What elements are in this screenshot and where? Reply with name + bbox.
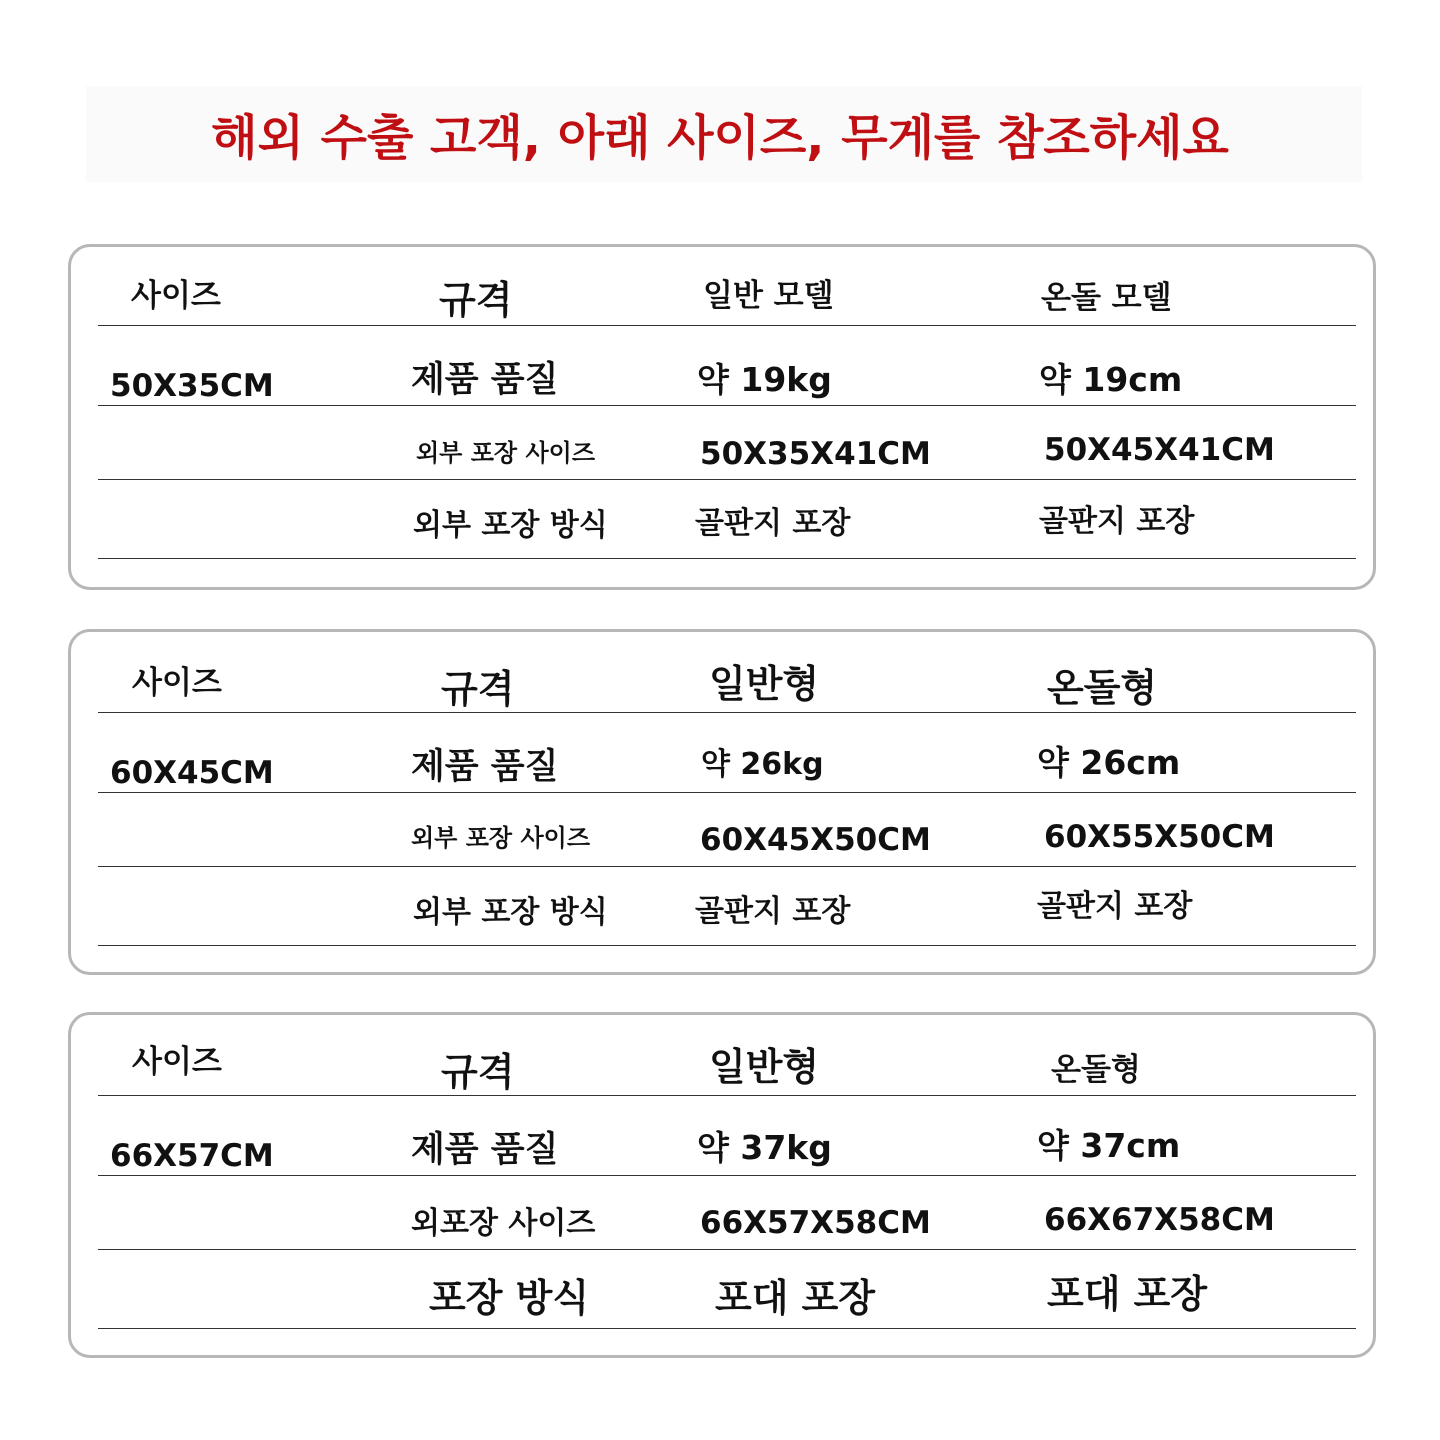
heated-value: 골판지 포장 (1039, 504, 1195, 539)
row-divider (98, 945, 1356, 946)
row-label: 외포장 사이즈 (411, 1206, 596, 1241)
normal-model-header: 일반형 (709, 1045, 820, 1089)
normal-value: 포대 포장 (715, 1276, 876, 1320)
row-divider (98, 1095, 1356, 1096)
heated-model-header: 온돌 모델 (1041, 280, 1172, 316)
spec-table-1 (68, 244, 1376, 590)
heated-value: 골판지 포장 (1037, 889, 1193, 924)
heated-model-header: 온돌형 (1051, 1052, 1141, 1088)
row-divider (98, 792, 1356, 793)
normal-model-header: 일반형 (709, 662, 820, 706)
row-divider (98, 1175, 1356, 1176)
normal-value: 약 26kg (701, 747, 824, 782)
row-divider (98, 558, 1356, 559)
spec-header: 규격 (441, 667, 515, 711)
row-label: 제품 품질 (411, 747, 559, 787)
size-label: 사이즈 (132, 665, 222, 701)
normal-value: 60X45X50CM (700, 822, 931, 858)
spec-table-2 (68, 629, 1376, 975)
size-value: 60X45CM (110, 755, 274, 791)
row-label: 포장 방식 (429, 1276, 590, 1320)
row-divider (98, 712, 1356, 713)
row-label: 외부 포장 사이즈 (416, 439, 595, 467)
normal-value: 66X57X58CM (700, 1205, 931, 1241)
row-label: 제품 품질 (411, 1130, 559, 1170)
normal-value: 약 19kg (697, 360, 832, 399)
row-label: 외부 포장 방식 (413, 895, 608, 930)
row-divider (98, 325, 1356, 326)
heated-value: 약 19cm (1039, 360, 1183, 399)
row-divider (98, 405, 1356, 406)
normal-value: 50X35X41CM (700, 436, 931, 472)
size-label: 사이즈 (132, 1044, 222, 1080)
heated-value: 60X55X50CM (1044, 819, 1275, 855)
size-value: 66X57CM (110, 1138, 274, 1174)
row-label: 제품 품질 (411, 360, 559, 400)
spec-header: 규격 (439, 278, 513, 322)
row-divider (98, 1328, 1356, 1329)
heated-model-header: 온돌형 (1047, 666, 1158, 710)
spec-header: 규격 (441, 1050, 515, 1094)
row-label: 외부 포장 방식 (413, 508, 608, 543)
heated-value: 50X45X41CM (1044, 432, 1275, 468)
spec-table-3 (68, 1012, 1376, 1358)
heated-value: 66X67X58CM (1044, 1202, 1275, 1238)
row-divider (98, 479, 1356, 480)
normal-value: 골판지 포장 (695, 894, 851, 929)
row-label: 외부 포장 사이즈 (411, 824, 590, 852)
normal-value: 골판지 포장 (695, 506, 851, 541)
page-title: 해외 수출 고객, 아래 사이즈, 무게를 참조하세요 (211, 109, 1229, 166)
row-divider (98, 1249, 1356, 1250)
normal-model-header: 일반 모델 (703, 278, 834, 314)
size-label: 사이즈 (131, 278, 221, 314)
heated-value: 포대 포장 (1047, 1272, 1208, 1316)
normal-value: 약 37kg (697, 1128, 832, 1167)
size-value: 50X35CM (110, 368, 274, 404)
heated-value: 약 26cm (1037, 743, 1181, 782)
row-divider (98, 866, 1356, 867)
heated-value: 약 37cm (1037, 1126, 1181, 1165)
